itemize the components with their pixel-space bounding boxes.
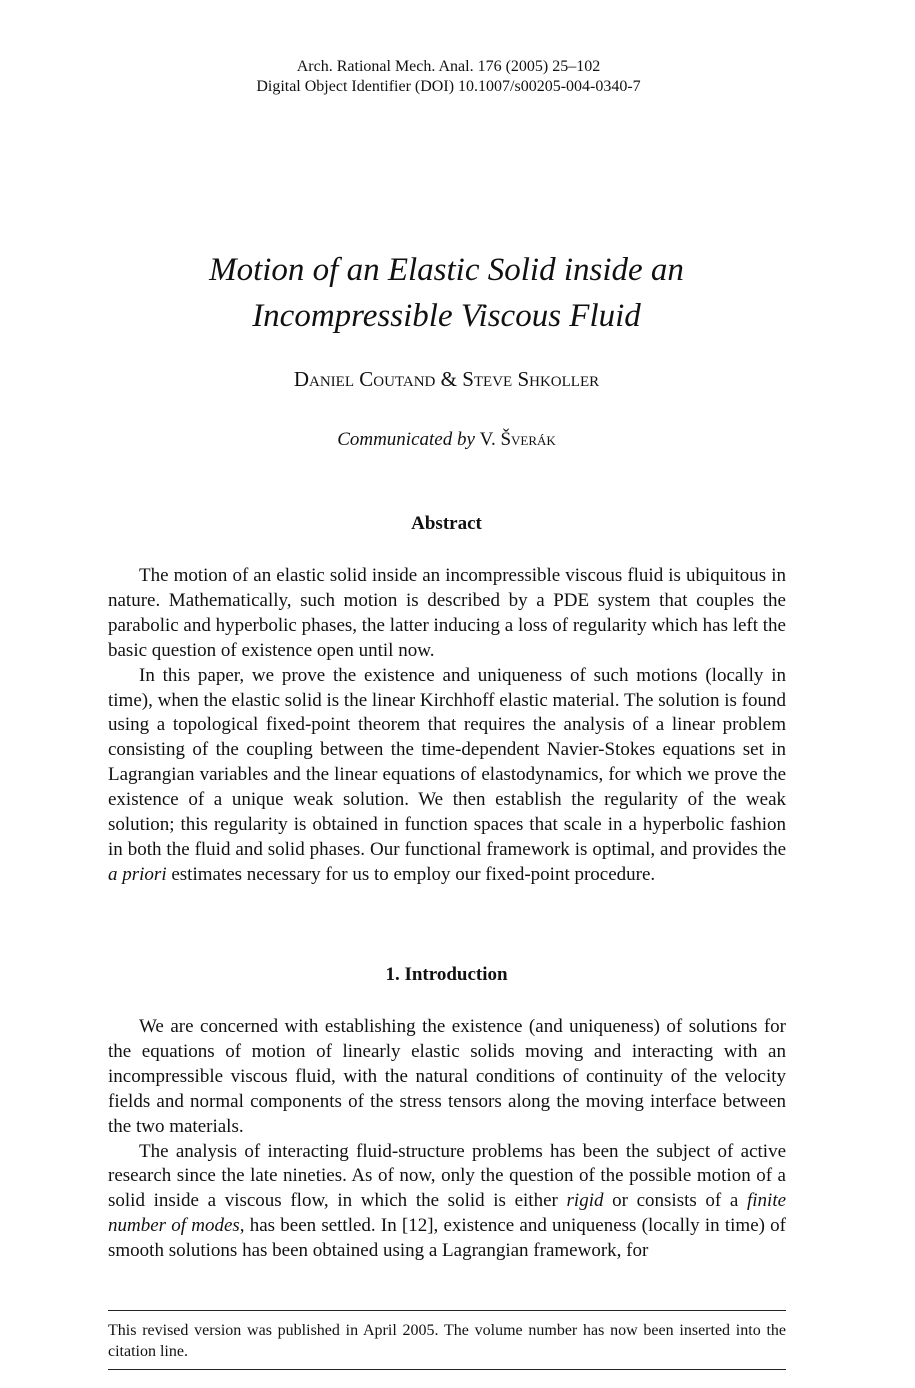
abstract-paragraph-1: The motion of an elastic solid inside an incompressible viscous fluid is ubiquitous in nature. Mathematically, such motion is described by a PDE system that couples the parabolic and hyperbolic phases, the latter inducing a loss of regularity which has left the basic question of existence open until now. xyxy=(108,565,786,661)
communicated-name: V. Šverák xyxy=(479,429,556,450)
footnote-rule-bottom xyxy=(108,1369,786,1370)
finite-modes-emphasis: finite number of modes xyxy=(108,1190,787,1237)
abstract-p2-start: In this paper, we prove the existence and uniqueness of such motions (locally in time), when the elastic solid is the linear Kirchhoff elastic material. The solution is found using a topological fixed-point theorem that requires the analysis of a linear problem consisting of the coupling between the time-dependent Navier-Stokes equations set in Lagrangian variables and the linear equations of elastodynamics, for which we prove the existence of a unique weak solution. We then establish the regularity of the weak solution; this regularity is obtained in function spaces that scale in a hyperbolic fashion in both the fluid and solid phases. Our functional framework is optimal, and provides the xyxy=(108,664,786,860)
communicated-by xyxy=(0,428,893,452)
introduction-heading: 1. Introduction xyxy=(385,964,508,985)
journal-citation: Arch. Rational Mech. Anal. 176 (2005) 25–102 xyxy=(296,58,601,75)
title-line-1: Motion of an Elastic Solid inside an xyxy=(209,252,684,288)
rigid-emphasis: rigid xyxy=(566,1190,604,1212)
paper-title xyxy=(0,247,893,339)
intro-p2-b: or consists of a xyxy=(612,1190,739,1212)
intro-p2-c: , has been settled. In [12], existence and uniqueness (locally in time) of smooth solutions has been obtained using a Lagrangian framework, for xyxy=(108,1215,786,1262)
communicated-label: Communicated by xyxy=(337,429,475,450)
intro-p2-a: The analysis of interacting fluid-structure problems has been the subject of active research since the late nineties. As of now, only the question of the possible motion of a solid inside a viscous flow, in which the solid is either xyxy=(108,1140,786,1212)
abstract-p2-end: estimates necessary for us to employ our fixed-point procedure. xyxy=(171,863,656,885)
introduction-body xyxy=(108,1015,786,1264)
footnote-rule-top xyxy=(108,1310,786,1311)
intro-paragraph-1: We are concerned with establishing the existence (and uniqueness) of solutions for the equations of motion of linearly elastic solids moving and interacting with an incompressible viscous fluid, with the natural conditions of continuity of the velocity fields and normal components of the stress tensors along the moving interface between the two materials. xyxy=(108,1016,786,1137)
doi-line: Digital Object Identifier (DOI) 10.1007/s00205-004-0340-7 xyxy=(256,78,641,95)
abstract-paragraph-2 xyxy=(108,664,786,888)
revision-footnote: This revised version was published in April 2005. The volume number has now been inserted into the citation line. xyxy=(108,1322,786,1360)
title-line-2: Incompressible Viscous Fluid xyxy=(252,298,641,334)
authors: Daniel Coutand & Steve Shkoller xyxy=(293,367,600,391)
abstract-body xyxy=(108,564,786,888)
intro-paragraph-2 xyxy=(108,1140,786,1265)
abstract-heading: Abstract xyxy=(411,513,482,534)
a-priori-emphasis: a priori xyxy=(108,863,167,885)
